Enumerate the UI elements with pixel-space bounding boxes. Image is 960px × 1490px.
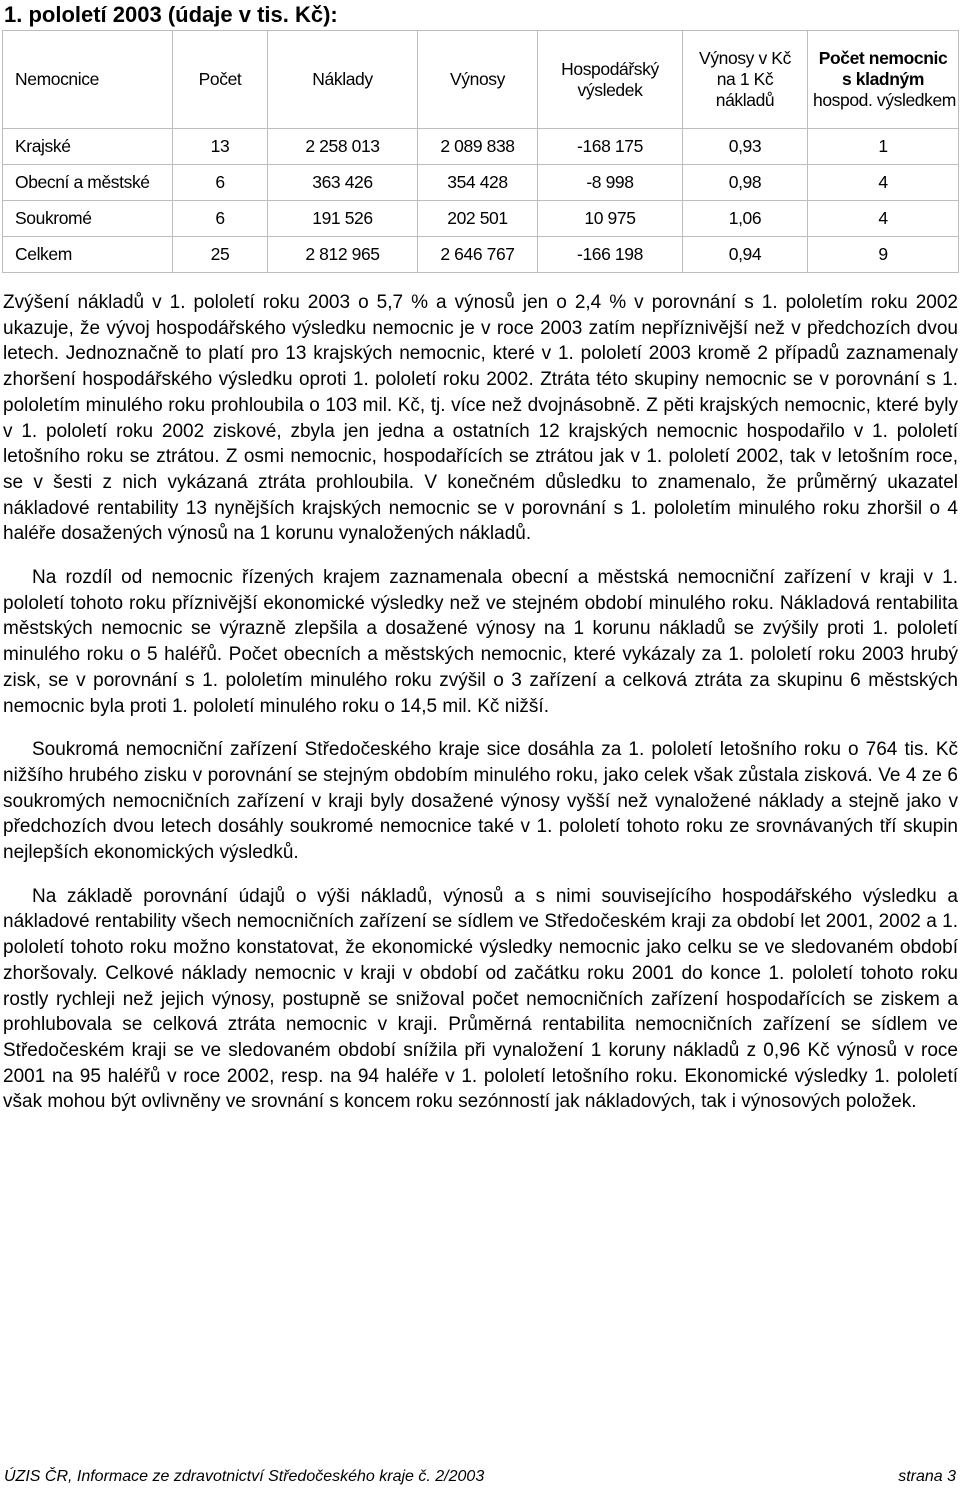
paragraph-4: Na základě porovnání údajů o výši nákladů, výnosů a s nimi souvisejícího hospodářského výsledku a nákladové rentability všech nemocničních zařízení se sídlem ve Středočeském kraji za období let 2001, 2002 a 1. pololetí tohoto roku možno konstatovat, že ekonomické výsledky nemocnic jako celku se ve sledovaném období zhoršovaly. Celkové náklady nemocnic v kraji v období od začátku roku 2001 do konce 1. pololetí tohoto roku rostly rychleji než jejich výnosy, postupně se snižoval počet nemocničních zařízení hospodařících se ziskem a prohlubovala se celková ztráta nemocnic v kraji. Průměrná rentabilita nemocničních zařízení se sídlem ve Středočeském kraji se ve sledovaném období snížila při vynaložení 1 koruny nákladů z 0,96 Kč výnosů v roce 2001 na 95 haléřů v roce 2002, resp. na 94 haléře v 1. pololetí letošního roku. Ekonomické výsledky 1. pololetí však mohou být ovlivněny ve srovnání s koncem roku sezónností jak nákladových, tak i výnosových položek. <box>3 885 958 1113</box>
cell-revenue: 202 501 <box>418 201 538 237</box>
table-header-row <box>3 31 959 129</box>
paragraph-2: Na rozdíl od nemocnic řízených krajem zaznamenala obecní a městská nemocniční zařízení v kraji v 1. pololetí tohoto roku příznivější ekonomické výsledky než ve stejném období minulého roku. Nákladová rentabilita městských nemocnic se výrazně zlepšila a dosažené výnosy na 1 korunu nákladů se zvýšily proti 1. pololetí minulého roku o 5 haléřů. Počet obecních a městských nemocnic, které vykázaly za 1. pololetí roku 2003 hrubý zisk, se v porovnání s 1. pololetím minulého roku zvýšil o 3 zařízení a celková ztráta za skupinu 6 městských nemocnic byla proti 1. pololetí minulého roku o 14,5 mil. Kč nižší. <box>3 567 958 717</box>
cell-result: 10 975 <box>538 201 683 237</box>
header-pocet-kladnych-line1: Počet nemocnic <box>818 48 948 68</box>
cell-revenue: 354 428 <box>418 165 538 201</box>
table-row <box>3 165 959 201</box>
header-hospodarsky-vysledek <box>538 31 683 129</box>
cell-count: 13 <box>173 129 268 165</box>
cell-costs: 363 426 <box>268 165 418 201</box>
table-row <box>3 201 959 237</box>
cell-profit-count: 1 <box>808 129 959 165</box>
cell-profit-count: 9 <box>808 237 959 273</box>
cell-costs: 2 812 965 <box>268 237 418 273</box>
cell-name: Celkem <box>3 237 173 273</box>
header-vynosy-na-kc-line3: nákladů <box>715 90 775 110</box>
cell-result: -166 198 <box>538 237 683 273</box>
cell-name: Obecní a městské <box>3 165 173 201</box>
header-hospodarsky-vysledek-line2: výsledek <box>577 79 643 100</box>
cell-ratio: 0,98 <box>683 165 808 201</box>
cell-name: Krajské <box>3 129 173 165</box>
cell-count: 6 <box>173 201 268 237</box>
cell-revenue: 2 646 767 <box>418 237 538 273</box>
cell-ratio: 0,94 <box>683 237 808 273</box>
footer-page-number: strana 3 <box>898 1468 956 1485</box>
hospital-finance-table <box>2 30 959 273</box>
cell-revenue: 2 089 838 <box>418 129 538 165</box>
cell-ratio: 0,93 <box>683 129 808 165</box>
cell-name: Soukromé <box>3 201 173 237</box>
cell-costs: 191 526 <box>268 201 418 237</box>
paragraph-3: Soukromá nemocniční zařízení Středočeského kraje sice dosáhla za 1. pololetí letošního roku o 764 tis. Kč nižšího hrubého zisku v porovnání se stejným obdobím minulého roku, jako celek však zůstala zisková. Ve 4 ze 6 soukromých nemocničních zařízení v kraji byly dosažené výnosy vyšší než vynaložené náklady a stejně jako v předchozích dvou letech dosáhly soukromé nemocnice také v 1. pololetí tohoto roku ze srovnávaných tří skupin nejlepších ekonomických výsledků. <box>3 739 958 864</box>
body-text <box>3 290 958 1133</box>
paragraph-1: Zvýšení nákladů v 1. pololetí roku 2003 o 5,7 % a výnosů jen o 2,4 % v porovnání s 1. pololetím roku 2002 ukazuje, že vývoj hospodářského výsledku nemocnic je v roce 2003 zatím nepříznivější než v předchozích dvou letech. Jednoznačně to platí pro 13 krajských nemocnic, které v 1. pololetí 2003 kromě 2 případů zaznamenaly zhoršení hospodářského výsledku oproti 1. pololetí roku 2002. Ztráta této skupiny nemocnic se v porovnání s 1. pololetím minulého roku prohloubila o 103 mil. Kč, tj. více než dvojnásobně. Z pěti krajských nemocnic, které byly v 1. pololetí roku 2002 ziskové, zbyla jen jedna a ostatních 12 krajských nemocnic hospodařilo v 1. pololetí letošního roku se ztrátou. Z osmi nemocnic, hospodařících se ztrátou jak v 1. pololetí 2002, tak v letošním roce, se v šesti z nich vykázaná ztráta prohloubila. V konečném důsledku to znamenalo, že průměrný ukazatel nákladové rentability 13 nynějších krajských nemocnic se v porovnání s 1. pololetím minulého roku zhoršil o 4 haléře dosažených výnosů na 1 korunu vynaložených nákladů. <box>3 292 958 545</box>
cell-costs: 2 258 013 <box>268 129 418 165</box>
page-heading: 1. pololetí 2003 (údaje v tis. Kč): <box>4 2 338 27</box>
table-row <box>3 129 959 165</box>
cell-result: -8 998 <box>538 165 683 201</box>
header-vynosy-na-kc-line2: na 1 Kč <box>716 69 774 89</box>
cell-count: 25 <box>173 237 268 273</box>
header-pocet-kladnych-line2: s kladným <box>842 69 924 89</box>
header-naklady: Náklady <box>268 31 418 129</box>
header-vynosy-na-kc <box>683 31 808 129</box>
header-pocet-kladnych <box>808 31 959 129</box>
cell-count: 6 <box>173 165 268 201</box>
header-nemocnice: Nemocnice <box>3 31 173 129</box>
header-vynosy-na-kc-line1: Výnosy v Kč <box>699 48 791 68</box>
header-vynosy: Výnosy <box>418 31 538 129</box>
cell-profit-count: 4 <box>808 201 959 237</box>
footer-source: ÚZIS ČR, Informace ze zdravotnictví Středočeského kraje č. 2/2003 <box>4 1468 485 1485</box>
header-pocet-kladnych-line3: hospod. výsledkem <box>812 90 956 110</box>
hospital-finance-table-container <box>2 30 958 273</box>
cell-result: -168 175 <box>538 129 683 165</box>
header-pocet: Počet <box>173 31 268 129</box>
cell-profit-count: 4 <box>808 165 959 201</box>
header-hospodarsky-vysledek-line1: Hospodářský <box>561 58 659 79</box>
cell-ratio: 1,06 <box>683 201 808 237</box>
table-row-total <box>3 237 959 273</box>
